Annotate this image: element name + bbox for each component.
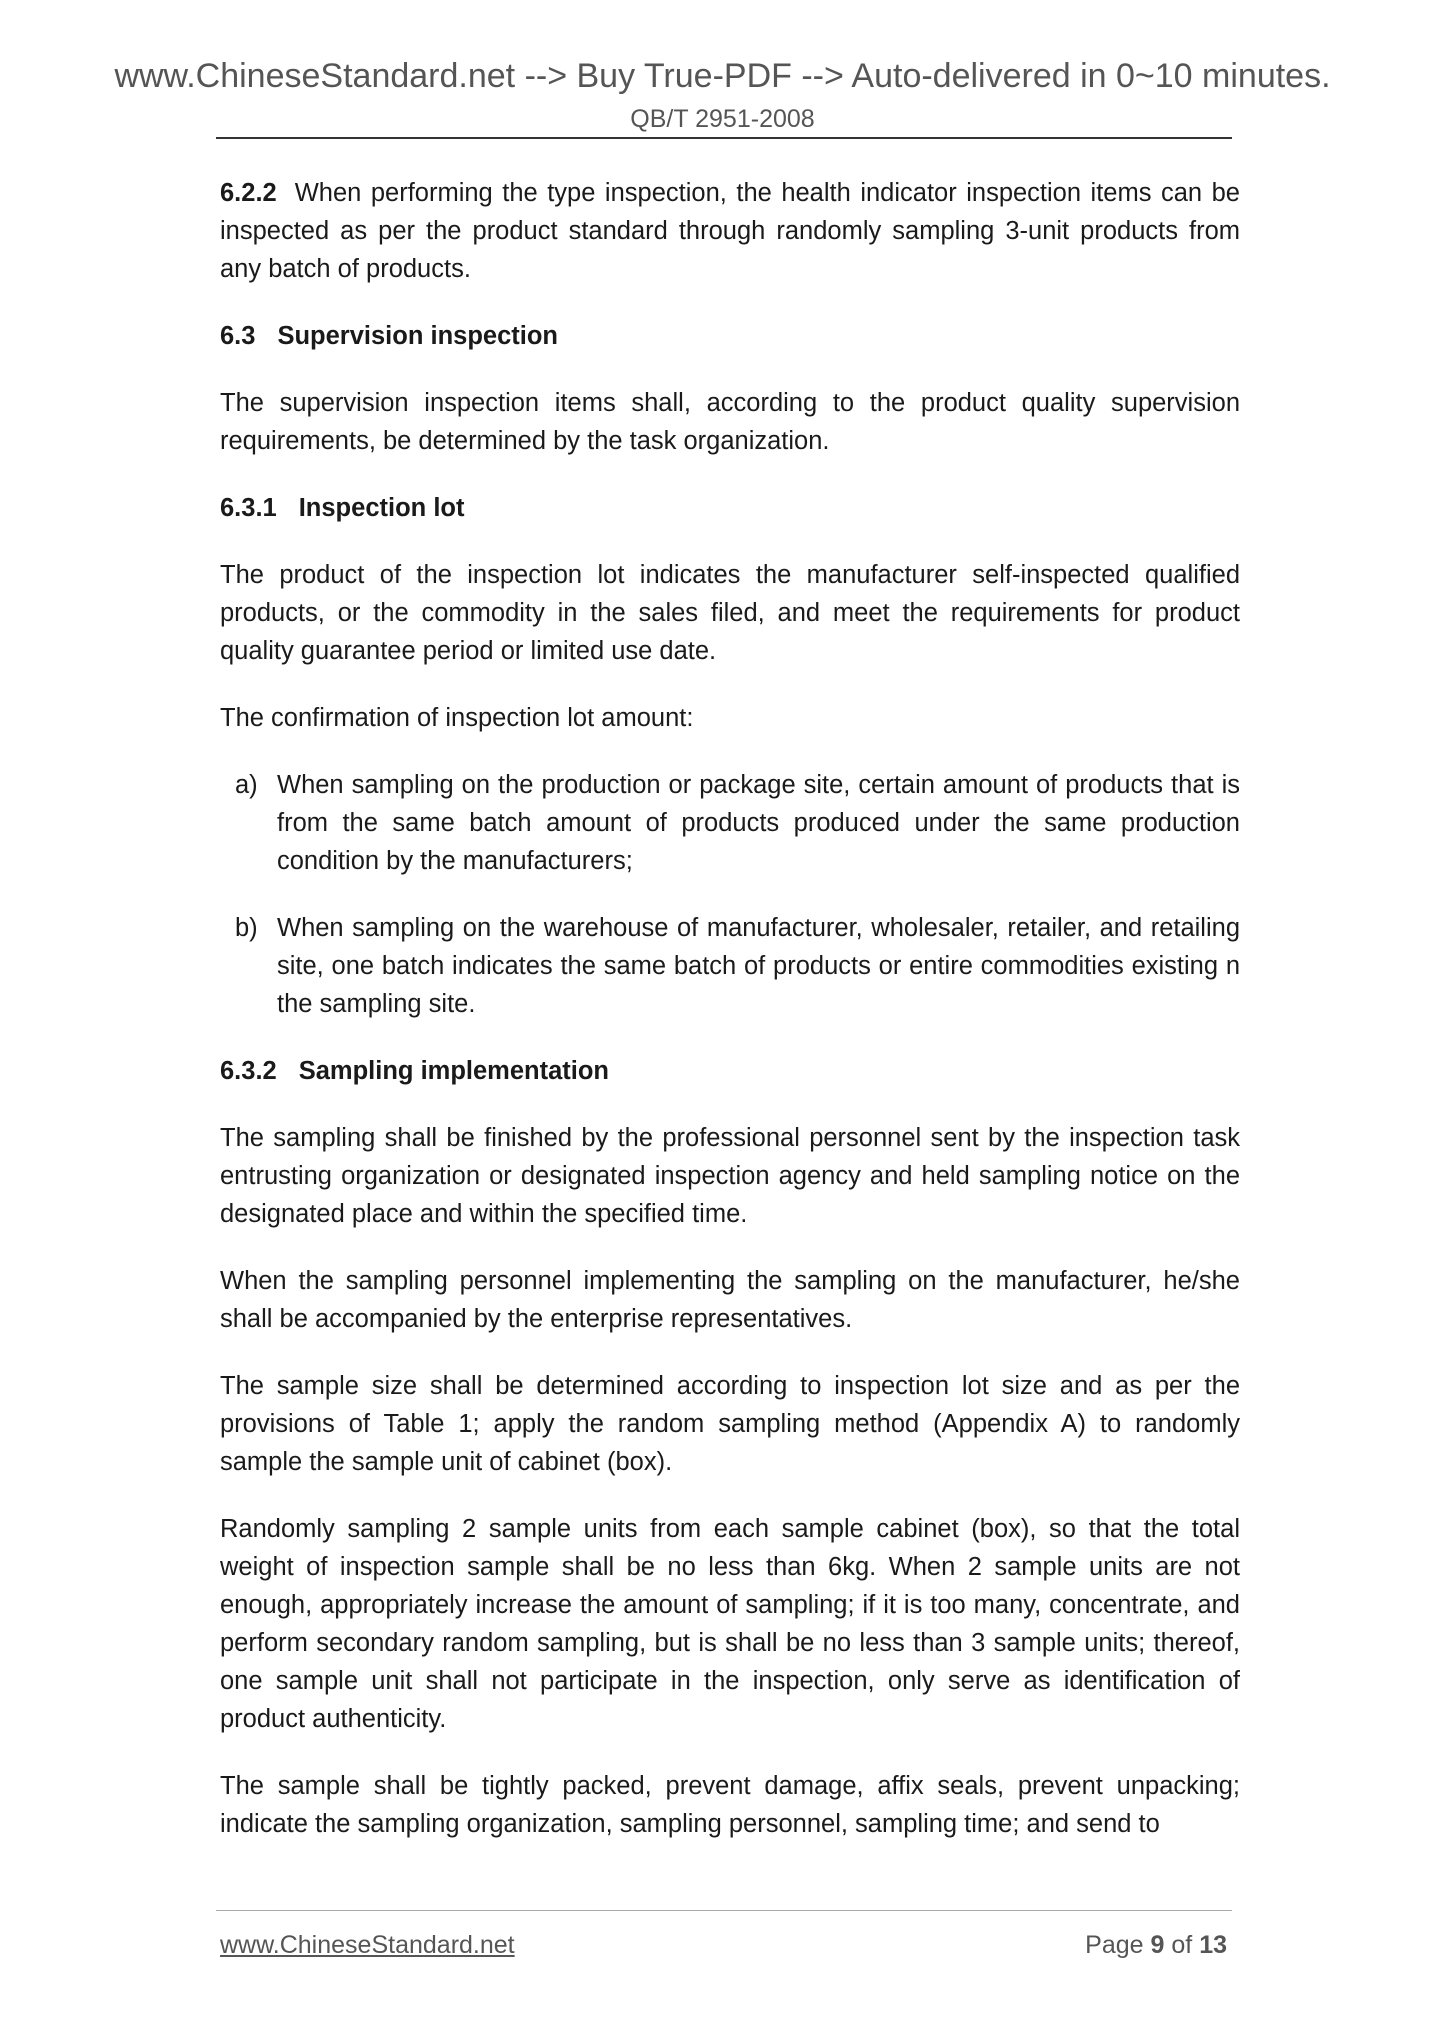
page-body	[220, 174, 1240, 1872]
list-marker: b)	[235, 914, 258, 942]
section-title: Sampling implementation	[298, 1057, 610, 1085]
list-item	[220, 766, 1240, 880]
paragraph-accompanied: When the sampling personnel implementing the sampling on the manufacturer, he/she shall be accompanied by the enterprise representatives.	[220, 1267, 1240, 1333]
list-item-text: When sampling on the warehouse of manufacturer, wholesaler, retailer, and retailing site, one batch indicates the same batch of products or entire commodities existing n the sampling site.	[277, 914, 1240, 1018]
page-total: 13	[1199, 1931, 1227, 1959]
section-number: 6.3.2	[220, 1057, 277, 1085]
list-marker: a)	[235, 771, 258, 799]
page-of: of	[1171, 1931, 1193, 1959]
section-title: Supervision inspection	[277, 322, 559, 350]
page-current: 9	[1150, 1931, 1165, 1959]
paragraph-supervision: The supervision inspection items shall, according to the product quality supervision requirements, be determined by the task organization.	[220, 389, 1240, 455]
list-item	[220, 909, 1240, 1023]
page-prefix: Page	[1085, 1931, 1144, 1959]
paragraph-lot-amount: The confirmation of inspection lot amount:	[220, 704, 694, 732]
footer-divider	[216, 1910, 1232, 1911]
paragraph-random-sampling: Randomly sampling 2 sample units from each sample cabinet (box), so that the total weight of inspection sample shall be no less than 6kg. When 2 sample units are not enough, appropriately increase the amount of sampling; if it is too many, concentrate, and perform secondary random sampling, but is shall be no less than 3 sample units; thereof, one sample unit shall not participate in the inspection, only serve as identification of product authenticity.	[220, 1515, 1240, 1733]
section-number: 6.3.1	[220, 494, 277, 522]
paragraph-sample-size: The sample size shall be determined according to inspection lot size and as per the provisions of Table 1; apply the random sampling method (Appendix A) to randomly sample the sample unit of cabinet (box).	[220, 1372, 1240, 1476]
section-title: Inspection lot	[298, 494, 465, 522]
section-number: 6.3	[220, 322, 256, 350]
document-code: QB/T 2951-2008	[630, 105, 815, 133]
header-divider	[216, 137, 1232, 139]
paragraph-packing: The sample shall be tightly packed, prevent damage, affix seals, prevent unpacking; indicate the sampling organization, sampling personnel, sampling time; and send to	[220, 1772, 1240, 1838]
paragraph-sampling-personnel: The sampling shall be finished by the professional personnel sent by the inspection task entrusting organization or designated inspection agency and held sampling notice on the designated place and within the specified time.	[220, 1124, 1240, 1228]
page-indicator	[1085, 1930, 1227, 1960]
paragraph-text: When performing the type inspection, the health indicator inspection items can be inspected as per the product standard through randomly sampling 3-unit products from any batch of products.	[220, 179, 1240, 283]
clause-number: 6.2.2	[220, 179, 277, 207]
list-item-text: When sampling on the production or package site, certain amount of products that is from the same batch amount of products produced under the same production condition by the manufacturers;	[277, 771, 1240, 875]
header-banner: www.ChineseStandard.net --> Buy True-PDF --> Auto-delivered in 0~10 minutes.	[114, 57, 1331, 95]
section-heading-6-3-2	[220, 1052, 1240, 1090]
section-heading-6-3	[220, 317, 1240, 355]
section-heading-6-3-1	[220, 489, 1240, 527]
paragraph-6-2-2	[220, 174, 1240, 288]
footer-site-link[interactable]: www.ChineseStandard.net	[220, 1931, 515, 1959]
paragraph-inspection-lot: The product of the inspection lot indicates the manufacturer self-inspected qualified products, or the commodity in the sales filed, and meet the requirements for product quality guarantee period or limited use date.	[220, 561, 1240, 665]
